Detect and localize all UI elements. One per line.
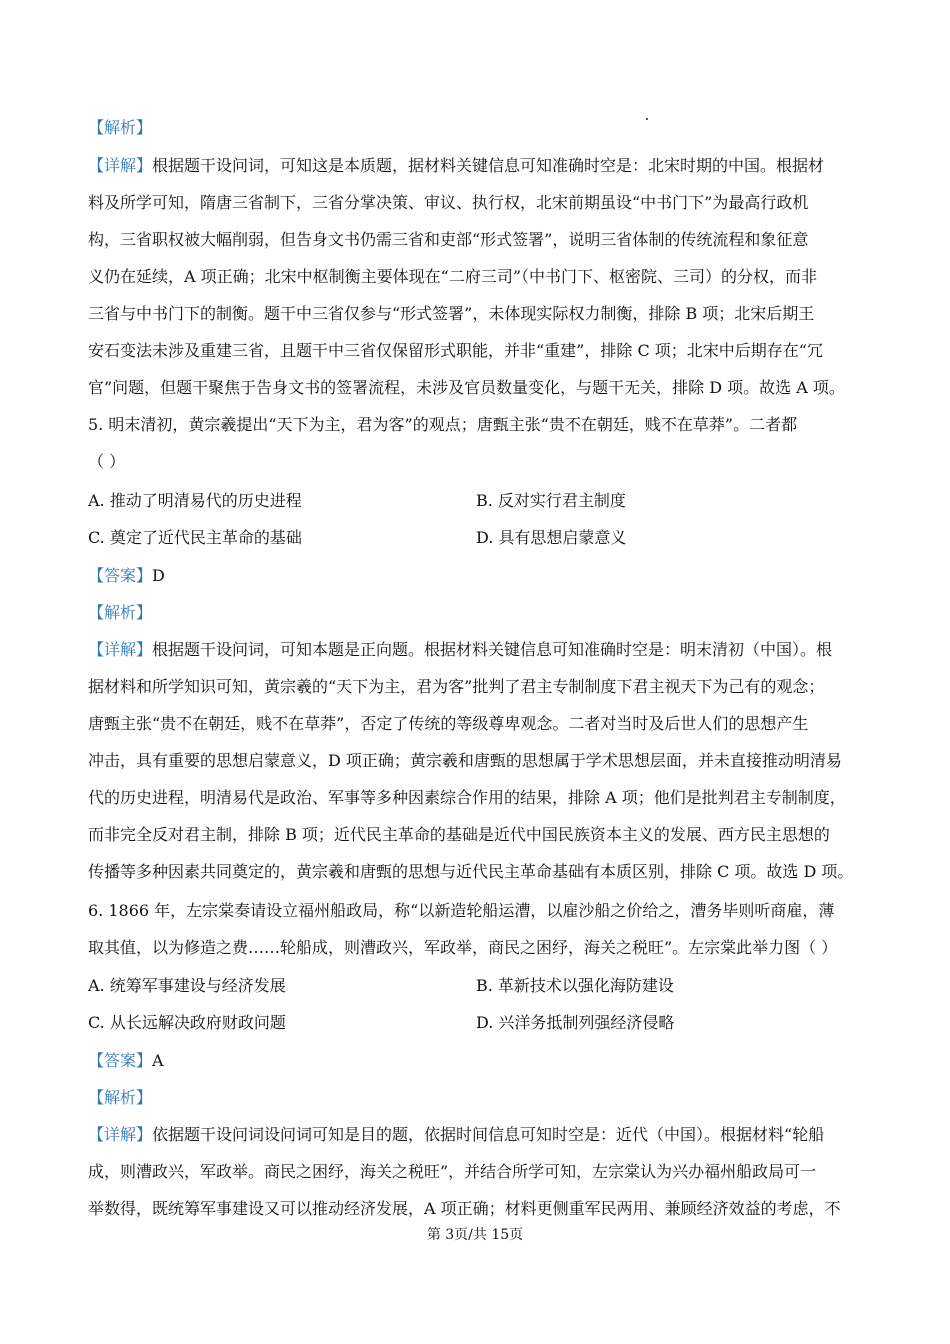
answer-value: A [152, 1051, 164, 1070]
detail-paragraph-line: 义仍在延续，A 项正确；北宋中枢制衡主要体现在“二府三司”（中书门下、枢密院、三司）的分权，而非 [88, 267, 818, 286]
detail-paragraph-line: 据材料和所学知识可知，黄宗羲的“天下为主，君为客”批判了君主专制制度下君主视天下为己有的观念； [88, 677, 825, 696]
detail-paragraph-line: 料及所学可知，隋唐三省制下，三省分掌决策、审议、执行权，北宋前期虽设“中书门下”为最高行政机 [88, 193, 809, 212]
detail-paragraph-line: 而非完全反对君主制，排除 B 项；近代民主革命的基础是近代中国民族资本主义的发展、西方民主思想的 [88, 825, 830, 844]
detail-paragraph-line: 三省与中书门下的制衡。题干中三省仅参与“形式签署”，未体现实际权力制衡，排除 B 项；北宋后期王 [88, 304, 815, 323]
detail-paragraph-line: 官”问题，但题干聚焦于告身文书的签署流程，未涉及官员数量变化，与题干无关，排除 D 项。故选 A 项。 [88, 378, 845, 397]
detail-paragraph-line: 冲击，具有重要的思想启蒙意义，D 项正确；黄宗羲和唐甄的思想属于学术思想层面，并未直接推动明清易 [88, 751, 842, 770]
answer-value: D [152, 566, 165, 585]
page-footer: 第 3页/共 15页 [426, 1227, 524, 1243]
analysis-label: 【解析】 [88, 1088, 153, 1107]
detail-paragraph-line: 传播等多种因素共同奠定的，黄宗羲和唐甄的思想与近代民主革命基础有本质区别，排除 C 项。故选 D 项。 [88, 862, 854, 881]
detail-paragraph-line: 唐甄主张“贵不在朝廷，贱不在草莽”，否定了传统的等级尊卑观念。二者对当时及后世人们的思想产生 [88, 714, 809, 733]
answer-label: 【答案】 [88, 566, 153, 585]
question-stem: 6. 1866 年，左宗棠奏请设立福州船政局，称“以新造轮船运漕，以雇沙船之价给之，漕务毕则听商雇，薄 [88, 901, 835, 920]
detail-label: 【详解】 [88, 156, 153, 175]
detail-label: 【详解】 [88, 640, 153, 659]
option-a: A. 统筹军事建设与经济发展 [88, 976, 286, 995]
option-b: B. 反对实行君主制度 [476, 491, 626, 510]
detail-text: 根据题干设问词，可知本题是正向题。根据材料关键信息可知准确时空是：明末清初（中国）。根 [152, 640, 833, 659]
option-c: C. 从长远解决政府财政问题 [88, 1013, 286, 1032]
detail-paragraph-line: 代的历史进程，明清易代是政治、军事等多种因素综合作用的结果，排除 A 项；他们是批判君主专制制度， [88, 788, 846, 807]
detail-paragraph-line: 举数得，既统筹军事建设又可以推动经济发展，A 项正确；材料更侧重军民两用、兼顾经济效益的考虑，不 [88, 1199, 841, 1218]
option-b: B. 革新技术以强化海防建设 [476, 976, 674, 995]
option-c: C. 奠定了近代民主革命的基础 [88, 528, 302, 547]
question-stem: 5. 明末清初，黄宗羲提出“天下为主，君为客”的观点；唐甄主张“贵不在朝廷，贱不在草莽”。二者都 [88, 415, 798, 434]
analysis-label: 【解析】 [88, 118, 153, 137]
detail-paragraph-line: 构，三省职权被大幅削弱，但告身文书仍需三省和吏部“形式签署”，说明三省体制的传统流程和象征意 [88, 230, 809, 249]
detail-label: 【详解】 [88, 1125, 153, 1144]
option-a: A. 推动了明清易代的历史进程 [88, 491, 302, 510]
answer-line [88, 566, 868, 586]
detail-paragraph-line [88, 640, 868, 660]
answer-label: 【答案】 [88, 1051, 153, 1070]
detail-text: 根据题干设问词，可知这是本质题，据材料关键信息可知准确时空是：北宋时期的中国。根据材 [152, 156, 825, 175]
option-d: D. 兴洋务抵制列强经济侵略 [476, 1013, 675, 1032]
detail-paragraph-line [88, 156, 868, 176]
detail-paragraph-line [88, 1125, 868, 1145]
detail-text: 依据题干设问词设问词可知是目的题，依据时间信息可知时空是：近代（中国）。根据材料“轮船 [152, 1125, 825, 1144]
analysis-label: 【解析】 [88, 603, 153, 622]
option-d: D. 具有思想启蒙意义 [476, 528, 627, 547]
question-stem: （ ） [88, 452, 126, 471]
answer-line [88, 1051, 868, 1071]
detail-paragraph-line: 成，则漕政兴，军政举。商民之困纾，海关之税旺”，并结合所学可知，左宗棠认为兴办福州船政局可一 [88, 1162, 817, 1181]
question-stem: 取其值，以为修造之费……轮船成，则漕政兴，军政举，商民之困纾，海关之税旺”。左宗棠此举力图（ ） [88, 938, 838, 957]
detail-paragraph-line: 安石变法未涉及重建三省，且题干中三省仅保留形式职能，并非“重建”，排除 C 项；北宋中后期存在“冗 [88, 341, 823, 360]
